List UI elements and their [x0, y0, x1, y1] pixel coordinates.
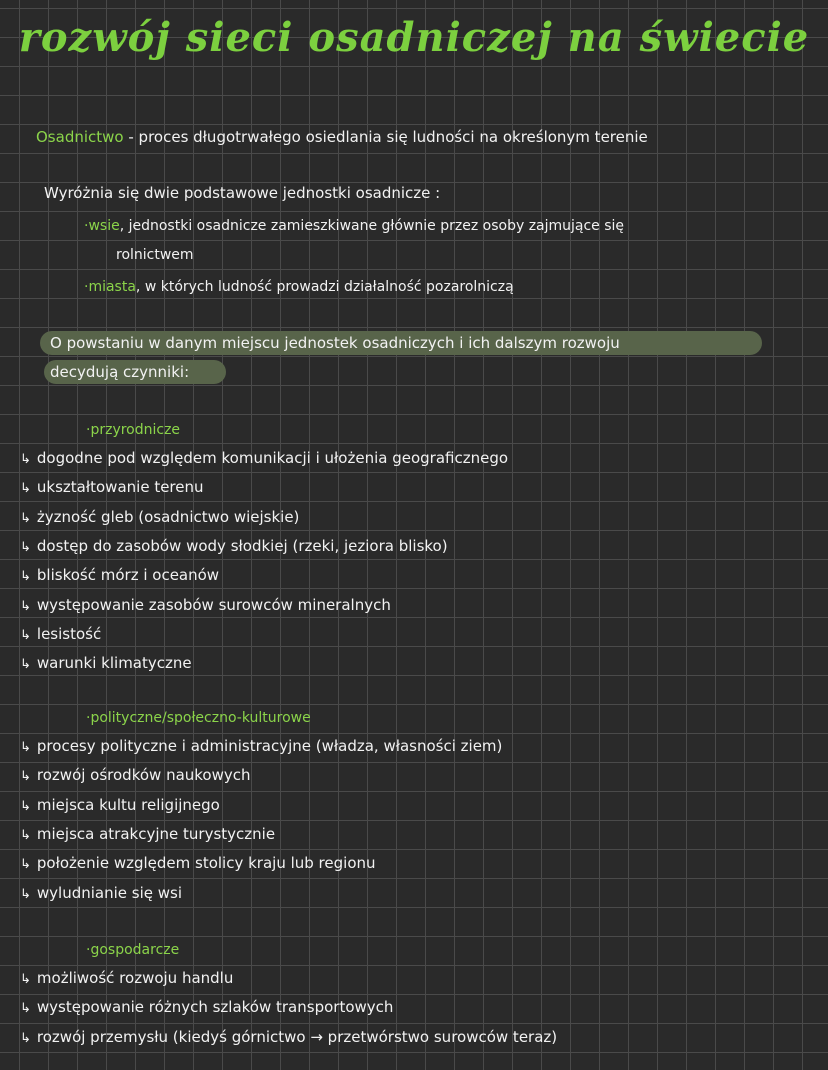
factor-item — [20, 853, 376, 875]
unit-term: ·wsie — [84, 218, 120, 234]
unit-wsie — [84, 216, 624, 236]
factor-item — [20, 595, 391, 617]
factor-item — [20, 624, 101, 646]
factor-text: wyludnianie się wsi — [36, 883, 183, 902]
factor-item — [20, 477, 204, 499]
bullet-arrow-icon: ↳ — [20, 569, 31, 585]
highlight-line: O powstaniu w danym miejscu jednostek osadniczych i ich dalszym rozwoju — [50, 334, 620, 352]
factor-item — [20, 507, 299, 529]
definition-term: Osadnictwo — [36, 128, 124, 146]
factor-item — [20, 997, 393, 1019]
section-heading: ·przyrodnicze — [86, 422, 181, 438]
bullet-arrow-icon: ↳ — [20, 598, 31, 614]
bullet-arrow-icon: ↳ — [20, 539, 31, 555]
bullet-arrow-icon: ↳ — [20, 972, 31, 987]
unit-text: , jednostki osadnicze zamieszkiwane głównie przez osoby zajmujące się — [119, 218, 625, 234]
intro-text: Wyróżnia się dwie podstawowe jednostki osadnicze : — [44, 184, 441, 202]
factor-text: występowanie zasobów surowców mineralnych — [36, 595, 391, 614]
factor-text: występowanie różnych szlaków transportowych — [36, 998, 394, 1017]
factor-text: rozwój ośrodków naukowych — [36, 766, 251, 785]
factor-text: położenie względem stolicy kraju lub regionu — [36, 854, 376, 873]
factor-text: warunki klimatyczne — [36, 654, 192, 673]
bullet-arrow-icon: ↳ — [20, 886, 31, 902]
section-heading: ·polityczne/społeczno-kulturowe — [86, 710, 311, 726]
factor-text: bliskość mórz i oceanów — [36, 566, 220, 585]
bullet-arrow-icon: ↳ — [20, 857, 31, 873]
bullet-arrow-icon: ↳ — [20, 1030, 31, 1046]
factor-text: dostęp do zasobów wody słodkiej (rzeki, jeziora blisko) — [36, 536, 448, 555]
factor-item — [20, 653, 192, 675]
bullet-arrow-icon: ↳ — [20, 452, 31, 467]
bullet-arrow-icon: ↳ — [20, 1001, 31, 1017]
bullet-arrow-icon: ↳ — [20, 827, 31, 843]
bullet-arrow-icon: ↳ — [20, 657, 31, 673]
factor-text: żyzność gleb (osadnictwo wiejskie) — [36, 507, 300, 526]
factor-item — [20, 765, 251, 787]
bullet-arrow-icon: ↳ — [20, 798, 31, 814]
factor-text: dogodne pod względem komunikacji i ułożenia geograficznego — [36, 449, 509, 467]
factor-item — [20, 565, 219, 587]
unit-wsie-cont: rolnictwem — [116, 247, 194, 263]
definition — [36, 127, 648, 147]
factor-item — [20, 795, 220, 817]
definition-text: - proces długotrwałego osiedlania się ludności na określonym terenie — [128, 128, 648, 146]
unit-term: ·miasta — [84, 279, 136, 295]
factor-item — [20, 536, 448, 558]
bullet-arrow-icon: ↳ — [20, 769, 31, 785]
factor-text: rozwój przemysłu (kiedyś górnictwo → przetwórstwo surowców teraz) — [36, 1027, 558, 1046]
bullet-arrow-icon: ↳ — [20, 481, 31, 497]
factor-text: procesy polityczne i administracyjne (władza, własności ziem) — [36, 737, 503, 755]
factor-text: lesistość — [36, 624, 102, 643]
bullet-arrow-icon: ↳ — [20, 510, 31, 526]
factor-text: miejsca atrakcyjne turystycznie — [36, 824, 276, 843]
unit-miasta — [84, 277, 514, 297]
factor-item — [20, 1027, 557, 1049]
factor-item — [20, 448, 508, 470]
factor-item — [20, 736, 502, 758]
section-heading: ·gospodarcze — [86, 942, 180, 958]
page-title: rozwój sieci osadniczej na świecie — [18, 14, 810, 61]
factor-text: możliwość rozwoju handlu — [36, 969, 234, 987]
factor-item — [20, 968, 233, 990]
bullet-arrow-icon: ↳ — [20, 627, 31, 643]
factor-item — [20, 883, 182, 905]
unit-text: , w których ludność prowadzi działalność pozarolniczą — [135, 279, 514, 295]
factor-text: ukształtowanie terenu — [36, 478, 204, 497]
factor-item — [20, 824, 275, 846]
bullet-arrow-icon: ↳ — [20, 740, 31, 755]
factor-text: miejsca kultu religijnego — [36, 795, 220, 814]
highlight-line: decydują czynniki: — [50, 363, 190, 381]
